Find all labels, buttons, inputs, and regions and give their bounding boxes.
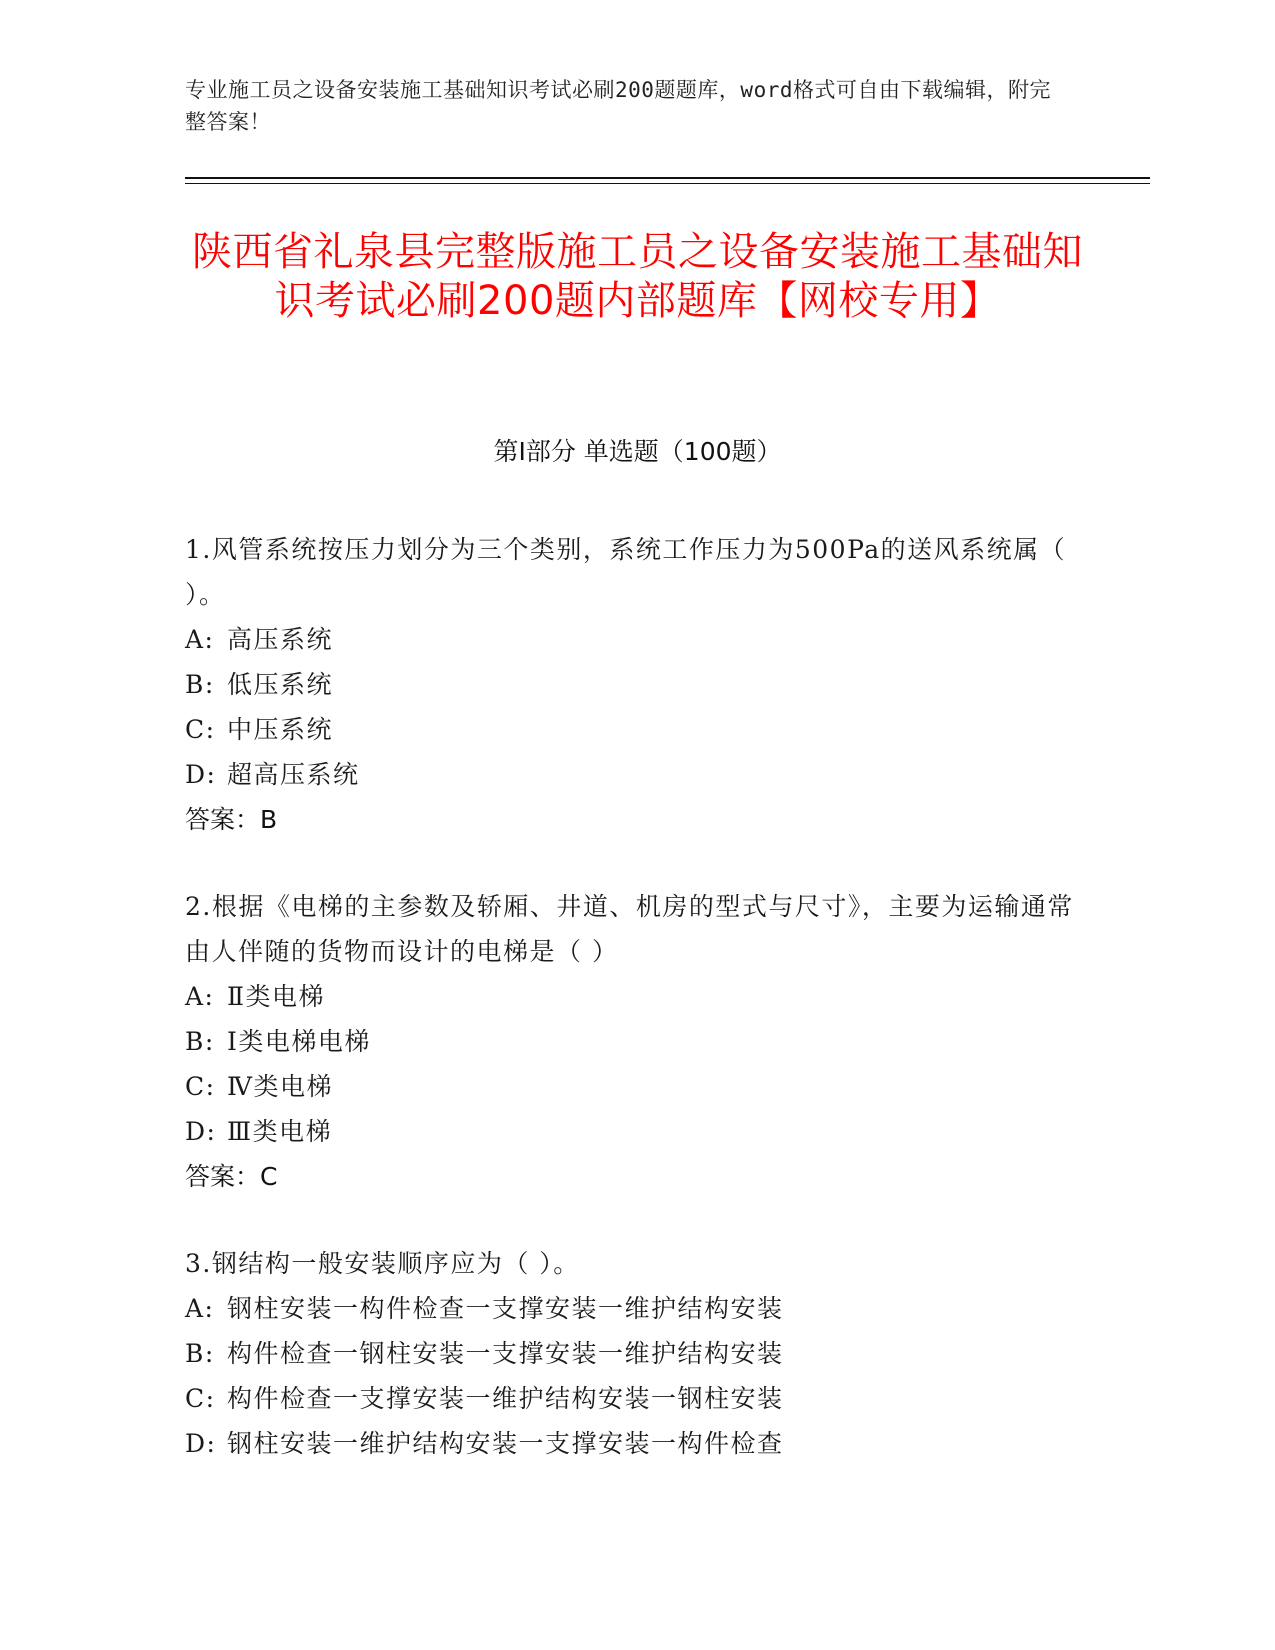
option-d (185, 752, 1085, 797)
header-note: 专业施工员之设备安装施工基础知识考试必刷200题题库，word格式可自由下载编辑，附完整答案！ (185, 78, 1051, 134)
option-letter: A: (185, 982, 215, 1011)
question-1 (185, 527, 1085, 842)
option-a (185, 1286, 1085, 1331)
question-stem: 2.根据《电梯的主参数及轿厢、井道、机房的型式与尺寸》，主要为运输通常由人伴随的货物而设计的电梯是（ ） (185, 892, 1074, 966)
document-title: 陕西省礼泉县完整版施工员之设备安装施工基础知识考试必刷200题内部题库【网校专用】 (192, 229, 1083, 324)
header-divider-thin (185, 183, 1150, 184)
option-text: 构件检查一钢柱安装一支撑安装一维护结构安装 (227, 1339, 784, 1368)
question-stem: 3.钢结构一般安装顺序应为（ ）。 (185, 1249, 580, 1278)
option-b (185, 662, 1085, 707)
option-text: Ⅱ类电梯 (227, 982, 325, 1011)
option-b (185, 1019, 1085, 1064)
option-letter: D: (185, 1117, 217, 1146)
option-text: 超高压系统 (227, 760, 360, 789)
option-text: Ⅰ类电梯电梯 (227, 1027, 371, 1056)
option-letter: C: (185, 1072, 216, 1101)
option-d (185, 1421, 1085, 1466)
question-2 (185, 884, 1085, 1199)
option-letter: A: (185, 1294, 215, 1323)
option-letter: B: (185, 670, 215, 699)
option-letter: C: (185, 715, 216, 744)
option-letter: B: (185, 1027, 215, 1056)
header-divider-thick (185, 177, 1150, 179)
option-text: 构件检查一支撑安装一维护结构安装一钢柱安装 (227, 1384, 784, 1413)
question-stem: 1.风管系统按压力划分为三个类别，系统工作压力为500Pa的送风系统属（ ）。 (185, 535, 1067, 609)
section-title: 第I部分 单选题（100题） (493, 437, 782, 466)
answer-line: 答案：C (185, 1162, 278, 1191)
option-text: Ⅲ类电梯 (227, 1117, 333, 1146)
option-text: 低压系统 (227, 670, 334, 699)
option-c (185, 1376, 1085, 1421)
option-letter: D: (185, 760, 217, 789)
option-c (185, 1064, 1085, 1109)
option-text: 钢柱安装一构件检查一支撑安装一维护结构安装 (227, 1294, 784, 1323)
option-d (185, 1109, 1085, 1154)
option-text: 高压系统 (227, 625, 334, 654)
option-text: 钢柱安装一维护结构安装一支撑安装一构件检查 (227, 1429, 784, 1458)
option-letter: B: (185, 1339, 215, 1368)
option-a (185, 617, 1085, 662)
option-b (185, 1331, 1085, 1376)
question-3 (185, 1241, 1085, 1466)
option-letter: C: (185, 1384, 216, 1413)
option-text: 中压系统 (227, 715, 334, 744)
option-text: Ⅳ类电梯 (227, 1072, 333, 1101)
option-letter: A: (185, 625, 215, 654)
option-a (185, 974, 1085, 1019)
question-list (185, 527, 1085, 1508)
option-letter: D: (185, 1429, 217, 1458)
answer-line: 答案：B (185, 805, 278, 834)
option-c (185, 707, 1085, 752)
